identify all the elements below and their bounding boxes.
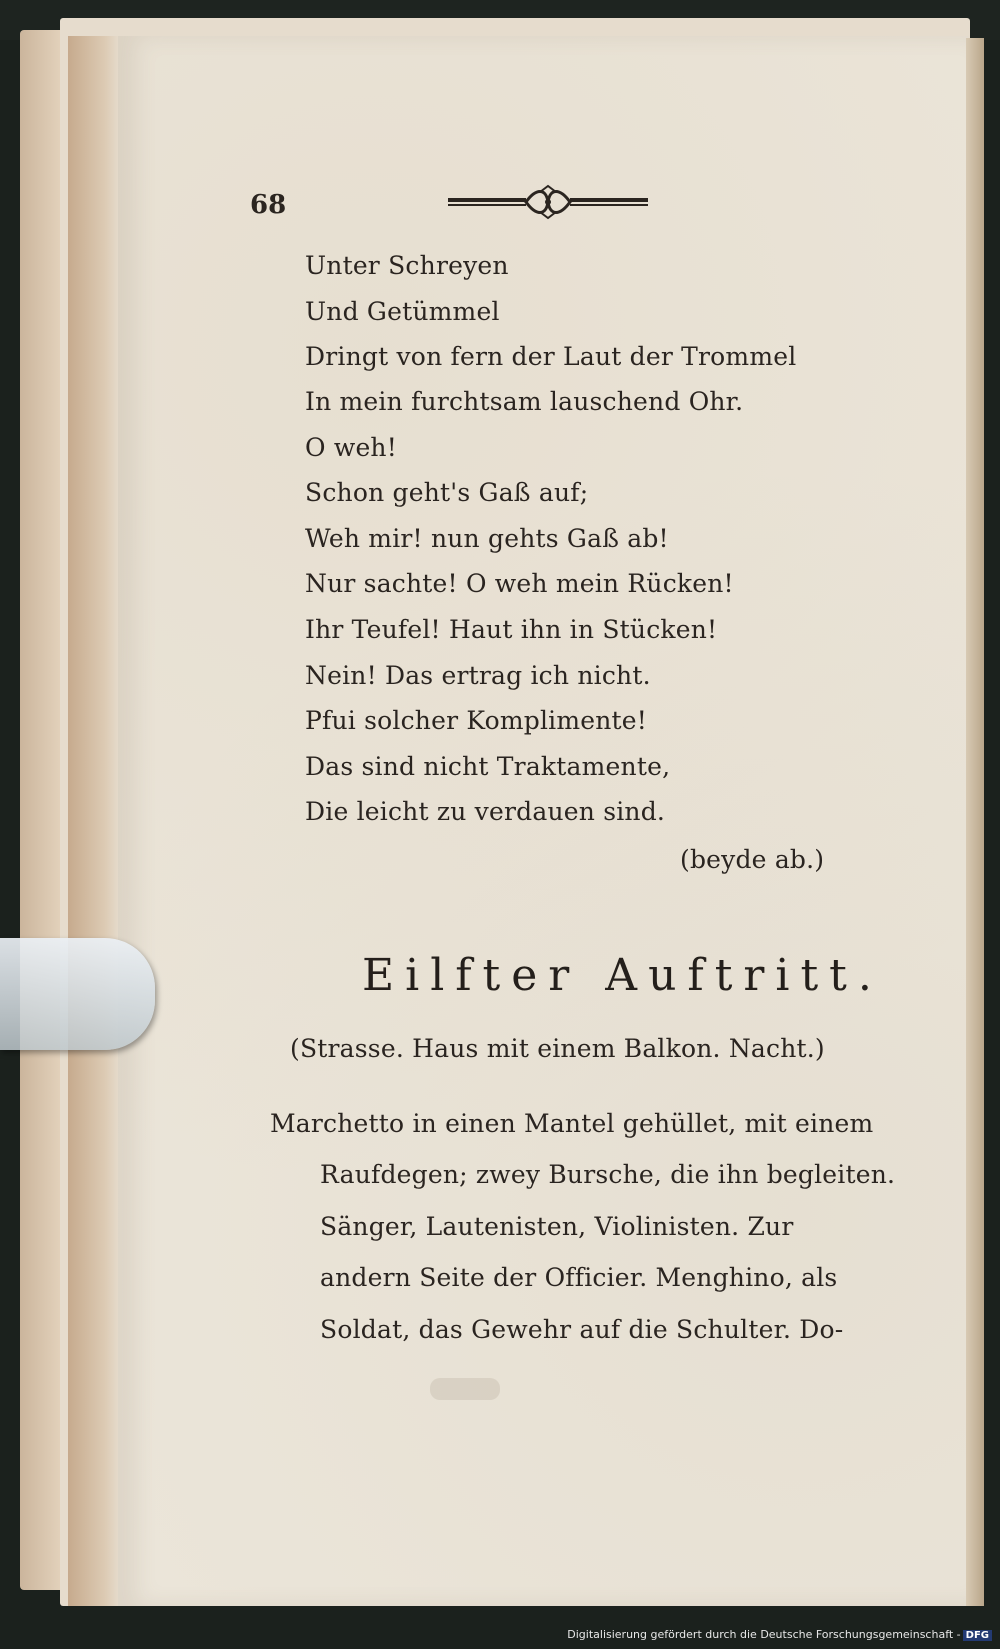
scene-heading: Eilfter Auftritt. [362, 950, 883, 1001]
scene-setting: (Strasse. Haus mit einem Balkon. Nacht.) [290, 1034, 825, 1063]
verse-line: Und Getümmel [305, 297, 500, 326]
verse-line: Weh mir! nun gehts Gaß ab! [305, 524, 669, 553]
page-gutter-shadow [68, 36, 120, 1606]
verse-line: Unter Schreyen [305, 251, 509, 280]
stage-exit: (beyde ab.) [680, 845, 825, 874]
stage-direction-line: andern Seite der Officier. Menghino, als [320, 1263, 838, 1292]
ornament-rule-icon [448, 184, 648, 220]
dfg-logo-icon: DFG [963, 1630, 992, 1641]
verse-line: In mein furchtsam lauschend Ohr. [305, 387, 744, 416]
verse-line: Die leicht zu verdauen sind. [305, 797, 666, 826]
verse-line: Pfui solcher Komplimente! [305, 706, 648, 735]
ink-bleed-mark [430, 1378, 500, 1400]
stage-direction-line: Sänger, Lautenisten, Violinisten. Zur [320, 1212, 794, 1241]
verse-line: Schon geht's Gaß auf; [305, 478, 589, 507]
page-number: 68 [250, 190, 287, 220]
stage-direction-line: Raufdegen; zwey Bursche, die ihn begleiten. [320, 1160, 896, 1189]
stage-direction-line: Marchetto in einen Mantel gehüllet, mit einem [270, 1109, 874, 1138]
verse-line: Nein! Das ertrag ich nicht. [305, 661, 651, 690]
page-right-edge [966, 38, 984, 1606]
verse-line: Das sind nicht Traktamente, [305, 752, 671, 781]
verse-line: Ihr Teufel! Haut ihn in Stücken! [305, 615, 718, 644]
stage-direction-line: Soldat, das Gewehr auf die Schulter. Do- [320, 1315, 844, 1344]
verse-line: Nur sachte! O weh mein Rücken! [305, 569, 734, 598]
page-clip [0, 938, 155, 1050]
credit-text: Digitalisierung gefördert durch die Deutsche Forschungsgemeinschaft - [567, 1628, 961, 1641]
digitization-credit [567, 1628, 992, 1641]
verse-line: Dringt von fern der Laut der Trommel [305, 342, 797, 371]
verse-line: O weh! [305, 433, 397, 462]
